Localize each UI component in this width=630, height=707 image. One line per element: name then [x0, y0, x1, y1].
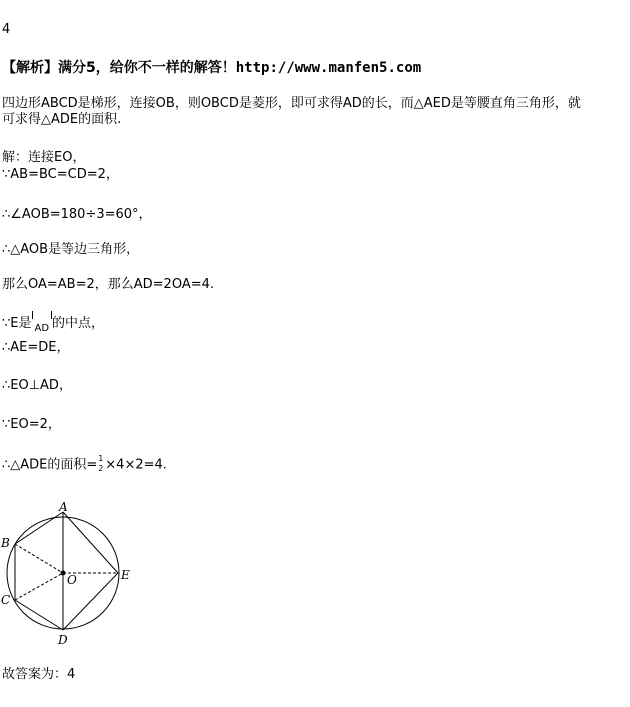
solution-step-8: ∵EO=2，	[2, 417, 61, 432]
step5-suffix: 的中点，	[52, 316, 105, 331]
answer-value: 4	[67, 667, 76, 682]
final-answer	[2, 667, 75, 683]
solution-step-6: ∴AE=DE，	[2, 340, 70, 355]
header-bracket-label: 【解析】	[2, 60, 58, 76]
circle-figure	[0, 495, 160, 645]
solution-step-7: ∴EO⊥AD，	[2, 378, 72, 393]
solution-step-2: ∴∠AOB=180÷3=60°，	[2, 207, 152, 222]
label-a: A	[59, 500, 68, 514]
label-b: B	[1, 536, 10, 550]
segments-abcd	[15, 512, 63, 630]
analysis-line-2: 可求得△ADE的面积.	[2, 112, 122, 127]
step5-prefix: ∵E是	[2, 316, 32, 331]
label-e: E	[121, 568, 130, 582]
label-d: D	[58, 633, 68, 645]
dashed-ob	[15, 544, 63, 573]
fraction-numerator: 1	[98, 454, 104, 463]
solution-step-5	[2, 316, 104, 333]
solution-step-9	[2, 454, 167, 474]
fraction-one-half	[97, 454, 105, 473]
solution-step-3: ∴△AOB是等边三角形，	[2, 242, 140, 257]
question-number: 4	[2, 22, 11, 37]
step9-prefix: ∴△ADE的面积=	[2, 457, 98, 473]
solution-step-1: ∵AB=BC=CD=2，	[2, 167, 119, 182]
center-point-o	[61, 571, 66, 576]
dashed-oc	[15, 573, 63, 600]
label-o: O	[67, 573, 77, 587]
header-score-text: 满分5，给你不一样的解答！	[58, 60, 236, 76]
step9-suffix: ×4×2=4.	[105, 457, 167, 473]
arc-ad-symbol: AD	[32, 321, 53, 337]
header-url: http://www.manfen5.com	[235, 60, 422, 76]
answer-header	[2, 60, 421, 76]
solution-step-4: 那么OA=AB=2，那么AD=2OA=4.	[2, 277, 215, 292]
answer-label: 故答案为：	[2, 667, 68, 682]
label-c: C	[1, 593, 11, 607]
segments-aed	[63, 512, 118, 630]
solution-intro: 解：连接EO，	[2, 150, 86, 165]
analysis-line-1: 四边形ABCD是梯形，连接OB，则OBCD是菱形，即可求得AD的长，而△AED是等腰直角三角形，就	[2, 96, 581, 111]
fraction-denominator: 2	[98, 464, 104, 473]
